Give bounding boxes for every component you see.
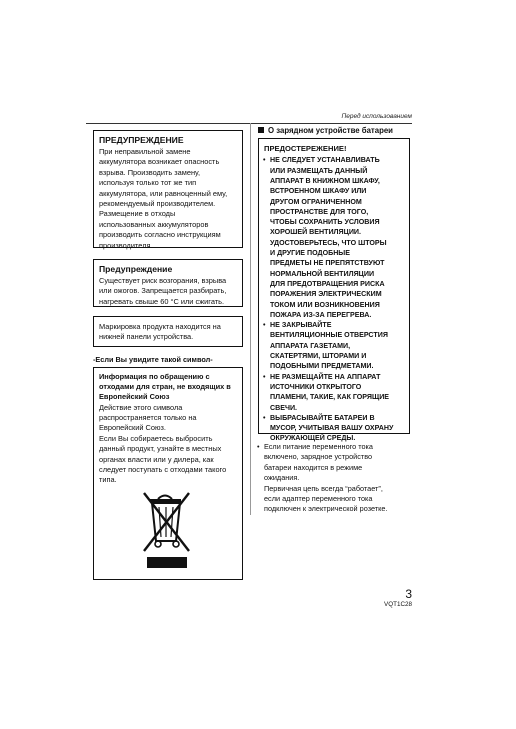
caution-item-text: НЕ ЗАКРЫВАЙТЕ ВЕНТИЛЯЦИОННЫЕ ОТВЕРСТИЯ АППАРАТА ГАЗЕТАМИ, СКАТЕРТЯМИ, ШТОРАМИ И ПОДОБНЫМИ ПРЕДМЕТАМИ.: [270, 321, 388, 371]
header-divider: [86, 123, 412, 124]
warning-body: При неправильной замене аккумулятора возникает опасность взрыва. Производить замену, используя только тот же тип аккумулятора, или равноценный ему, рекомендуемый производителем. Размещение в отходы использованных аккумуляторов производить согласно инструкциям производителя.: [99, 147, 228, 250]
warning2-title: Предупреждение: [99, 264, 173, 274]
bullet-icon: •: [263, 156, 266, 165]
symbol-heading: -Если Вы увидите такой символ-: [93, 355, 213, 364]
doc-code: VQT1C28: [384, 601, 412, 608]
caution-item-text: ВЫБРАСЫВАЙТЕ БАТАРЕИ В МУСОР, УЧИТЫВАЯ ВАШУ ОХРАНУ ОКРУЖАЮЩЕЙ СРЕДЫ.: [270, 413, 394, 443]
eu-disposal-title: Информация по обращению с отходами для стран, не входящих в Европейский Союз: [99, 372, 231, 402]
crossed-out-wheelie-bin-icon: [139, 489, 195, 571]
page-number: 3: [405, 587, 412, 601]
warning2-body: Существует риск возгорания, взрыва или ожогов. Запрещается разбирать, нагревать свыше 60 °С или сжигать.: [99, 276, 227, 306]
caution-item: [264, 413, 404, 444]
caution-item-text: НЕ РАЗМЕЩАЙТЕ НА АППАРАТ ИСТОЧНИКИ ОТКРЫТОГО ПЛАМЕНИ, ТАКИЕ, КАК ГОРЯЩИЕ СВЕЧИ.: [270, 372, 390, 412]
caution-item: [264, 320, 404, 371]
caution-item: [264, 372, 404, 413]
eu-disposal-box: [93, 367, 243, 580]
marking-note: Маркировка продукта находится на нижней панели устройства.: [99, 322, 221, 342]
eu-disposal-body: Действие этого символа распространяется только на Европейский Союз. Если Вы собираетесь выбросить данный продукт, узнайте в местных органах власти или у дилера, как следует поступать с отходами такого типа.: [99, 402, 227, 485]
warning-title: ПРЕДУПРЕЖДЕНИЕ: [99, 135, 184, 145]
warning-box: [93, 130, 243, 248]
caution-box: [258, 138, 410, 443]
bullet-icon: •: [263, 321, 266, 330]
charger-section-heading: [258, 126, 393, 135]
column-divider: [250, 123, 251, 515]
caution-item: [264, 155, 404, 320]
black-square-icon: [258, 127, 264, 133]
bullet-icon: •: [263, 413, 266, 422]
ac-note-text: Если питание переменного тока включено, зарядное устройство батареи находится в режиме ожидания. Первичная цепь всегда “работает”, если адаптер переменного тока подключен к электрической розетке.: [264, 442, 388, 514]
caution-item-text: НЕ СЛЕДУЕТ УСТАНАВЛИВАТЬ ИЛИ РАЗМЕЩАТЬ ДАННЫЙ АППАРАТ В КНИЖНОМ ШКАФУ, ВСТРОЕННОМ ШКАФУ ИЛИ ДРУГОМ ОГРАНИЧЕННОМ ПРОСТРАНСТВЕ ДЛЯ ТОГО, ЧТОБЫ СОХРАНИТЬ УСЛОВИЯ ХОРОШЕЙ ВЕНТИЛЯЦИИ. УДОСТОВЕРЬТЕСЬ, ЧТО ШТОРЫ И ДРУГИЕ ПОДОБНЫЕ ПРЕДМЕТЫ НЕ ПРЕПЯТСТВУЮТ НОРМАЛЬНОЙ ВЕНТИЛЯЦИИ ДЛЯ ПРЕДОТВРАЩЕНИЯ РИСКА ПОРАЖЕНИЯ ЭЛЕКТРИЧЕСКИМ ТОКОМ ИЛИ ВОЗНИКНОВЕНИЯ ПОЖАРА ИЗ-ЗА ПЕРЕГРЕВА.: [270, 156, 387, 319]
charger-heading-text: О зарядном устройстве батареи: [268, 126, 393, 135]
marking-note-box: [93, 316, 243, 347]
bullet-icon: •: [263, 372, 266, 381]
ac-note-item: [258, 442, 414, 515]
bullet-icon: •: [257, 442, 260, 451]
warning2-box: [93, 259, 243, 307]
ac-power-note: [258, 442, 414, 515]
section-title: Перед использованием: [341, 113, 412, 120]
caution-title: ПРЕДОСТЕРЕЖЕНИЕ!: [264, 144, 347, 153]
